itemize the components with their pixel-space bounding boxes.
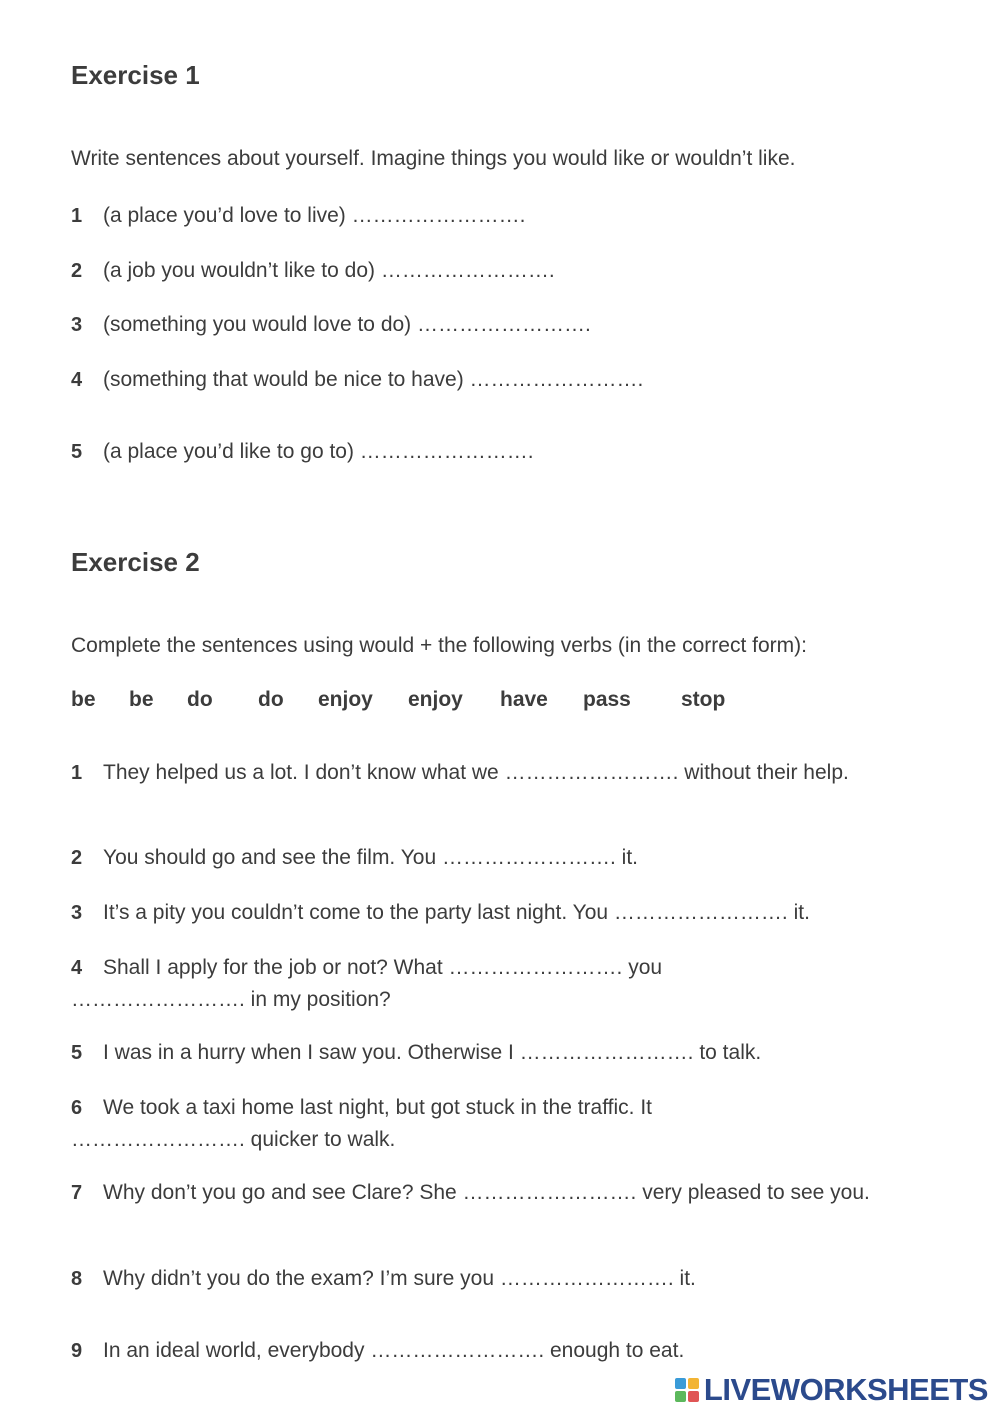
verb-chip: be — [71, 688, 96, 711]
exercise-2-item — [71, 1037, 931, 1069]
exercise-1-item — [71, 255, 931, 287]
item-text: (a job you wouldn’t like to do) ……………………. — [103, 259, 555, 282]
item-text: We took a taxi home last night, but got stuck in the traffic. It ……………………. quicker to walk. — [71, 1096, 653, 1151]
item-number: 3 — [71, 314, 83, 336]
exercise-2-instruction: Complete the sentences using would + the following verbs (in the correct form): — [71, 634, 807, 657]
item-text: You should go and see the film. You ……………………. it. — [103, 846, 638, 869]
item-number: 7 — [71, 1182, 83, 1204]
verb-chip: have — [500, 688, 548, 711]
item-number: 5 — [71, 1042, 83, 1064]
exercise-2-item — [71, 757, 931, 789]
exercise-2-title: Exercise 2 — [71, 547, 200, 577]
verb-chip: enjoy — [318, 688, 373, 711]
item-text: Shall I apply for the job or not? What ……………………. you ……………………. in my position? — [71, 956, 663, 1011]
verb-chip: do — [258, 688, 284, 711]
item-text: Why didn’t you do the exam? I’m sure you ……………………. it. — [103, 1267, 696, 1290]
logo-text: LIVEWORKSHEETS — [703, 1372, 988, 1407]
item-text: Why don’t you go and see Clare? She ……………………. very pleased to see you. — [103, 1181, 870, 1204]
item-number: 9 — [71, 1340, 83, 1362]
exercise-1-instruction: Write sentences about yourself. Imagine things you would like or wouldn’t like. — [71, 147, 796, 170]
item-text: They helped us a lot. I don’t know what we ……………………. without their help. — [103, 761, 849, 784]
item-text: (a place you’d like to go to) ……………………. — [103, 440, 534, 463]
item-number: 4 — [71, 957, 83, 979]
item-number: 4 — [71, 369, 83, 391]
item-text: It’s a pity you couldn’t come to the party last night. You ……………………. it. — [103, 901, 810, 924]
exercise-2-item — [71, 1263, 931, 1295]
item-number: 6 — [71, 1097, 83, 1119]
item-text: (something you would love to do) ……………………. — [103, 313, 591, 336]
item-number: 2 — [71, 847, 83, 869]
exercise-2-item — [71, 842, 931, 874]
item-number: 3 — [71, 902, 83, 924]
exercise-1-item — [71, 364, 931, 396]
exercise-1-item — [71, 200, 931, 232]
verb-chip: stop — [681, 688, 726, 711]
exercise-1-item — [71, 436, 931, 468]
verb-chip: pass — [583, 688, 631, 711]
item-number: 1 — [71, 205, 83, 227]
exercise-1-item — [71, 309, 931, 341]
item-text: I was in a hurry when I saw you. Otherwise I ……………………. to talk. — [103, 1041, 762, 1064]
exercise-2-item — [71, 897, 931, 929]
exercise-2-item — [71, 952, 771, 1015]
verb-chip: do — [187, 688, 213, 711]
exercise-2-item — [71, 1092, 751, 1155]
exercise-2-item — [71, 1335, 931, 1367]
liveworksheets-logo-icon — [674, 1377, 700, 1403]
item-number: 5 — [71, 441, 83, 463]
item-text: (a place you’d love to live) ……………………. — [103, 204, 526, 227]
verb-chip: enjoy — [408, 688, 463, 711]
item-text: In an ideal world, everybody ……………………. enough to eat. — [103, 1339, 685, 1362]
exercise-2-item — [71, 1177, 921, 1209]
verb-chip: be — [129, 688, 154, 711]
item-number: 1 — [71, 762, 83, 784]
item-number: 2 — [71, 260, 83, 282]
liveworksheets-logo[interactable] — [674, 1372, 988, 1408]
exercise-1-title: Exercise 1 — [71, 60, 200, 90]
item-number: 8 — [71, 1268, 83, 1290]
item-text: (something that would be nice to have) ……………………. — [103, 368, 644, 391]
